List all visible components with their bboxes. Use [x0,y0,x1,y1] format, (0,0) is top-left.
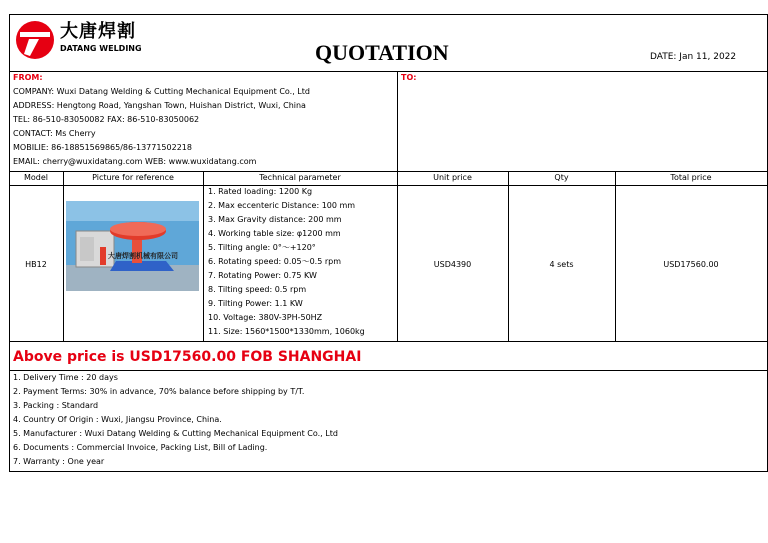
rule-table-head [9,185,768,186]
param-2: 2. Max eccenteric Distance: 100 mm [208,201,356,210]
param-8: 8. Tilting speed: 0.5 rpm [208,285,307,294]
param-10: 10. Voltage: 380V-3PH-50HZ [208,313,323,322]
param-7: 7. Rotating Power: 0.75 KW [208,271,317,280]
border-top [9,14,768,15]
datang-logo-icon [15,20,55,60]
rule-from-to [397,71,398,171]
param-1: 1. Rated loading: 1200 Kg [208,187,313,196]
param-6: 6. Rotating speed: 0.05～0.5 rpm [208,257,342,266]
col-rule-5 [615,171,616,341]
param-9: 9. Tilting Power: 1.1 KW [208,299,303,308]
param-3: 3. Max Gravity distance: 200 mm [208,215,342,224]
from-email-web: EMAIL: cherry@wuxidatang.com WEB: www.wuxidatang.com [13,157,257,166]
brand-name-chinese: 大唐焊割 [60,21,136,42]
term-packing: 3. Packing : Standard [13,401,99,410]
col-rule-4 [508,171,509,341]
col-header-total-price: Total price [670,173,712,182]
cell-unit-price: USD4390 [433,260,472,269]
to-label: TO: [401,73,417,82]
from-mobile: MOBILIE: 86-18851569865/86-13771502218 [13,143,192,152]
col-header-technical: Technical parameter [259,173,341,182]
photo-watermark-text: 大唐焊割机械有限公司 [108,252,178,260]
col-header-picture: Picture for reference [92,173,174,182]
welding-positioner-image [66,201,199,291]
from-tel-fax: TEL: 86-510-83050082 FAX: 86-510-83050062 [13,115,200,124]
from-company: COMPANY: Wuxi Datang Welding & Cutting Mechanical Equipment Co., Ltd [13,87,310,96]
param-5: 5. Tilting angle: 0°～+120° [208,243,316,252]
rule-banner [9,370,768,371]
col-rule-2 [203,171,204,341]
from-label: FROM: [13,73,43,82]
from-contact: CONTACT: Ms Cherry [13,129,96,138]
param-11: 11. Size: 1560*1500*1330mm, 1060kg [208,327,365,336]
term-origin: 4. Country Of Origin : Wuxi, Jiangsu Province, China. [13,415,222,424]
cell-qty: 4 sets [549,260,574,269]
page-title: QUOTATION [315,40,449,65]
term-manufacturer: 5. Manufacturer : Wuxi Datang Welding & Cutting Mechanical Equipment Co., Ltd [13,429,338,438]
border-left [9,14,10,472]
term-warranty: 7. Warranty : One year [13,457,105,466]
border-bottom [9,471,768,472]
price-summary-banner: Above price is USD17560.00 FOB SHANGHAI [13,349,362,365]
param-4: 4. Working table size: φ1200 mm [208,229,341,238]
cell-total-price: USD17560.00 [663,260,719,269]
col-header-qty: Qty [554,173,569,182]
quotation-sheet [9,14,768,472]
col-header-model: Model [23,173,49,182]
col-rule-1 [63,171,64,341]
term-documents: 6. Documents : Commercial Invoice, Packing List, Bill of Lading. [13,443,268,452]
quotation-date: DATE: Jan 11, 2022 [650,52,737,62]
term-payment: 2. Payment Terms: 30% in advance, 70% balance before shipping by T/T. [13,387,305,396]
rule-from [9,171,768,172]
col-header-unit-price: Unit price [433,173,472,182]
product-photo [66,201,199,291]
cell-model: HB12 [25,260,47,269]
rule-header [9,71,768,72]
brand-name-english: DATANG WELDING [60,44,142,53]
rule-table-row [9,341,768,342]
from-address: ADDRESS: Hengtong Road, Yangshan Town, Huishan District, Wuxi, China [13,101,306,110]
col-rule-3 [397,171,398,341]
term-delivery-time: 1. Delivery Time : 20 days [13,373,118,382]
